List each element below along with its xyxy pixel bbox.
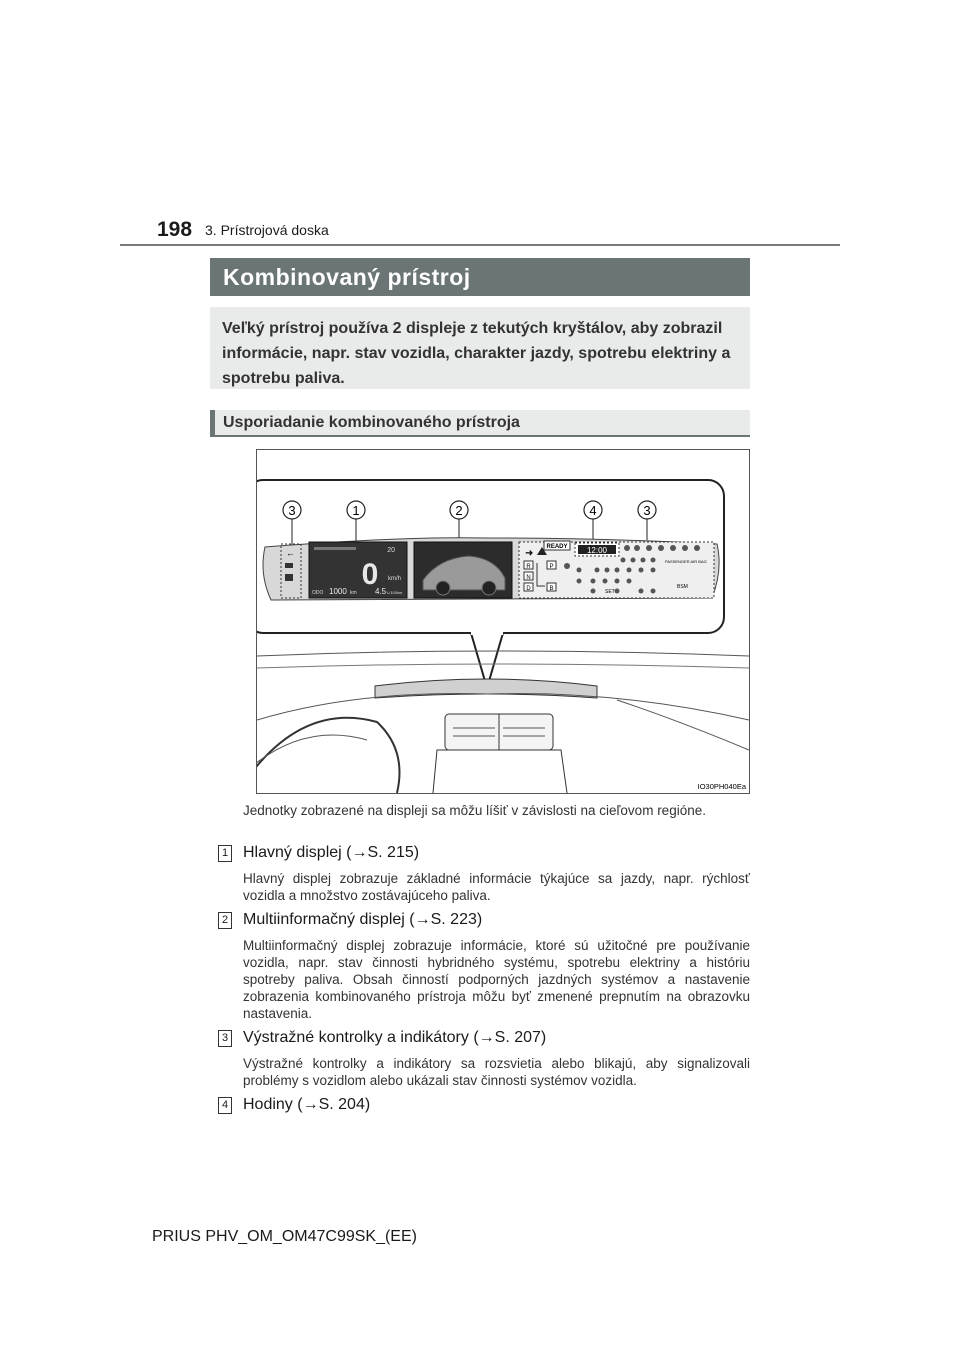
callout-3-left bbox=[283, 501, 301, 550]
odo-label: ODO bbox=[312, 590, 324, 596]
svg-text:D: D bbox=[526, 586, 531, 592]
svg-text:N: N bbox=[526, 575, 531, 581]
chapter-title: 3. Prístrojová doska bbox=[205, 222, 329, 238]
svg-text:R: R bbox=[526, 564, 531, 570]
clock-readout: 12:00 bbox=[586, 546, 608, 555]
dashboard-line bbox=[257, 651, 749, 656]
page-number: 198 bbox=[157, 218, 193, 241]
svg-text:P: P bbox=[549, 564, 554, 570]
item-title-3: Výstražné kontrolky a indikátory (→S. 207) bbox=[243, 1029, 547, 1046]
item-number-4: 4 bbox=[218, 1097, 232, 1114]
callout-3-right bbox=[638, 501, 656, 540]
trip-unit: L/100km bbox=[387, 590, 403, 595]
svg-text:←: ← bbox=[286, 548, 295, 558]
odo-readout: 1000 bbox=[329, 587, 347, 596]
item-number-3: 3 bbox=[218, 1030, 232, 1047]
airbag-indicator: PASSENGER AIR BAG bbox=[665, 559, 707, 564]
figure-code: IO30PH040Ea bbox=[697, 782, 746, 791]
callout-2 bbox=[450, 501, 468, 542]
item-number-2: 2 bbox=[218, 912, 232, 929]
ready-indicator: READY bbox=[546, 544, 568, 550]
odo-unit: km bbox=[350, 590, 357, 596]
svg-text:3: 3 bbox=[288, 503, 296, 518]
footer-doc-id: PRIUS PHV_OM_OM47C99SK_(EE) bbox=[152, 1228, 417, 1245]
speed-readout: 0 bbox=[361, 558, 379, 591]
item-title-1: Hlavný displej (→S. 215) bbox=[243, 844, 420, 861]
item-title-4: Hodiny (→S. 204) bbox=[243, 1096, 371, 1113]
set-indicator: SET bbox=[605, 589, 615, 595]
item-body-2: Multiinformačný displej zobrazuje informácie, ktoré sú užitočné pre používanie vozidla, napr. stav činnosti hybridného systému, spotrebu elektriny a históriu spotreby paliva. Obsah činností podporných jazdných systémov a nastavenie zobrazenia kombinovaného prístroja môžu byť zmenené prepnutím na obrazovku nastavenia. bbox=[243, 938, 750, 1021]
section-title: Kombinovaný prístroj bbox=[210, 258, 750, 296]
svg-text:1: 1 bbox=[352, 503, 360, 518]
steering-wheel bbox=[257, 718, 400, 793]
svg-text:4: 4 bbox=[589, 503, 597, 518]
svg-text:➜: ➜ bbox=[525, 548, 534, 559]
subsection-title: Usporiadanie kombinovaného prístroja bbox=[210, 410, 750, 437]
instrument-cluster-figure bbox=[256, 449, 750, 794]
item-number-1: 1 bbox=[218, 845, 232, 862]
figure-note: Jednotky zobrazené na displeji sa môžu líšiť v závislosti na cieľovom regióne. bbox=[243, 803, 706, 818]
svg-text:2: 2 bbox=[455, 503, 463, 518]
item-body-1: Hlavný displej zobrazuje základné informácie týkajúce sa jazdy, napr. rýchlosť vozidla a množstvo zostávajúceho paliva. bbox=[243, 871, 750, 903]
callout-4 bbox=[584, 501, 602, 540]
speed-unit: km/h bbox=[388, 576, 402, 582]
item-title-2: Multiinformačný displej (→S. 223) bbox=[243, 911, 483, 928]
callout-1 bbox=[347, 501, 365, 544]
trip-readout: 4.5 bbox=[375, 587, 387, 596]
svg-text:3: 3 bbox=[643, 503, 651, 518]
intro-box: Veľký prístroj používa 2 displeje z tekutých kryštálov, aby zobrazil informácie, napr. stav vozidla, charakter jazdy, spotrebu elektriny a spotrebu paliva. bbox=[210, 307, 750, 389]
header-rule bbox=[120, 244, 840, 246]
temp-readout: 20 bbox=[387, 547, 395, 554]
item-body-3: Výstražné kontrolky a indikátory sa rozsvietia alebo blikajú, aby signalizovali problémy s vozidlom alebo ukázali stav činnosti systémov vozidla. bbox=[243, 1056, 750, 1088]
bsm-indicator: BSM bbox=[677, 584, 688, 590]
svg-text:B: B bbox=[549, 586, 554, 592]
